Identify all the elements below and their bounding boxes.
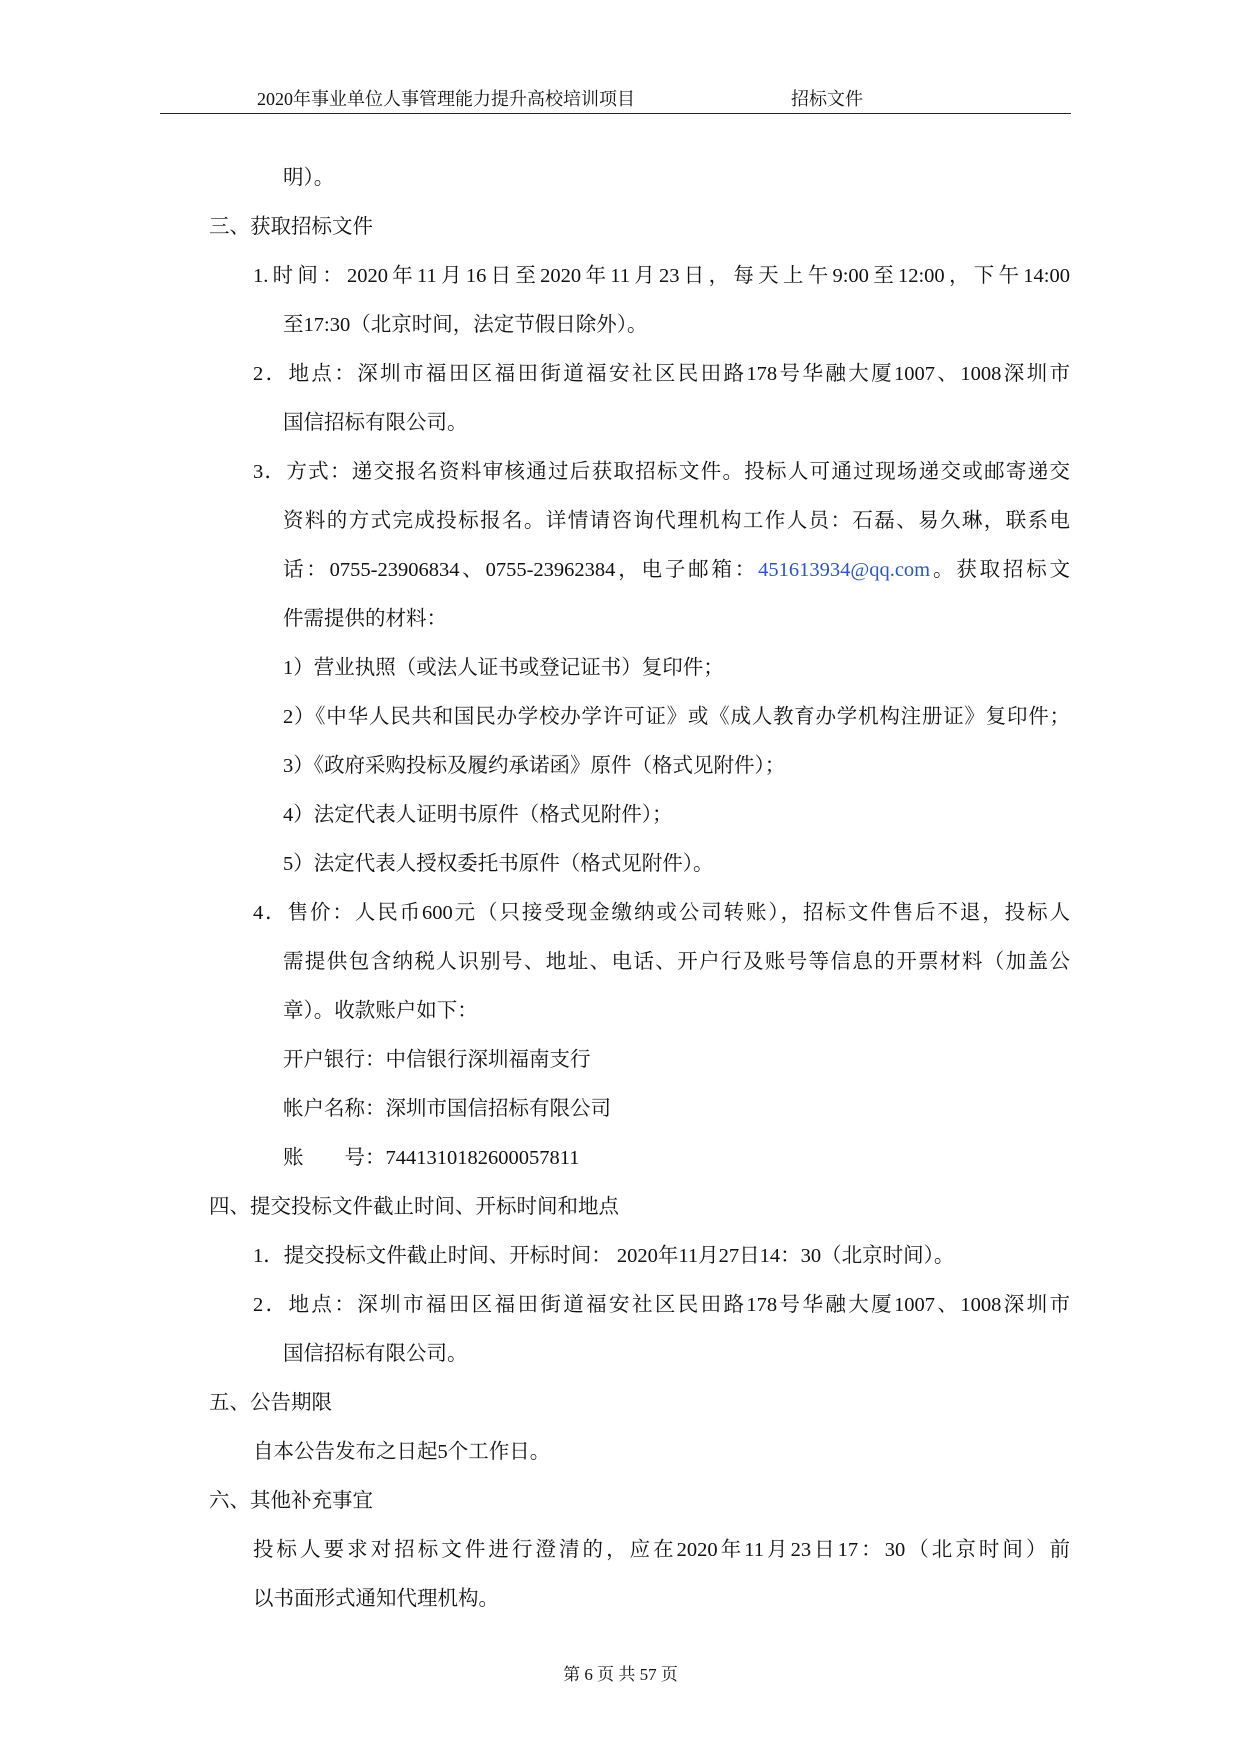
text-line: 2．地点：深圳市福田区福田街道福安社区民田路178号华融大厦1007、1008深圳市 (253, 363, 1070, 385)
text-line: 至17:30（北京时间，法定节假日除外）。 (283, 314, 648, 336)
header-doc-type: 招标文件 (791, 89, 863, 109)
account-name: 帐户名称：深圳市国信招标有限公司 (283, 1098, 611, 1120)
list-item: 1）营业执照（或法人证书或登记证书）复印件； (283, 657, 724, 679)
text-line: 资料的方式完成投标报名。详情请咨询代理机构工作人员：石磊、易久琳，联系电 (283, 510, 1070, 532)
section-heading: 三、获取招标文件 (209, 216, 373, 238)
text-line: 以书面形式通知代理机构。 (253, 1588, 499, 1610)
text-line: 明）。 (283, 167, 335, 189)
text-line (283, 546, 1070, 595)
text-line: 3．方式：递交报名资料审核通过后获取招标文件。投标人可通过现场递交或邮寄递交 (253, 461, 1070, 483)
list-item: 3）《政府采购投标及履约承诺函》原件（格式见附件）； (283, 755, 786, 777)
header-divider (160, 113, 1071, 114)
list-item: 4）法定代表人证明书原件（格式见附件）； (283, 804, 673, 826)
text-line: 需提供包含纳税人识别号、地址、电话、开户行及账号等信息的开票材料（加盖公 (283, 951, 1070, 973)
section-heading: 四、提交投标文件截止时间、开标时间和地点 (209, 1196, 619, 1218)
page-number: 第 6 页 共 57 页 (563, 1665, 678, 1684)
text-line: 4．售价：人民币600元（只接受现金缴纳或公司转账），招标文件售后不退，投标人 (253, 902, 1070, 924)
text-segment: 话：0755-23906834、0755-23962384，电子邮箱： (283, 559, 759, 581)
account-number: 账 号：7441310182600057811 (283, 1147, 580, 1169)
text-line: 自本公告发布之日起5个工作日。 (253, 1441, 551, 1463)
text-line: 国信招标有限公司。 (283, 1343, 468, 1365)
text-line: 国信招标有限公司。 (283, 412, 468, 434)
section-heading: 五、公告期限 (209, 1392, 332, 1414)
text-line: 件需提供的材料： (283, 608, 447, 630)
text-line: 投标人要求对招标文件进行澄清的，应在2020年11月23日17：30（北京时间）前 (253, 1539, 1070, 1561)
text-line: 2．地点：深圳市福田区福田街道福安社区民田路178号华融大厦1007、1008深圳市 (253, 1294, 1070, 1316)
email-link[interactable]: 451613934@qq.com (758, 559, 931, 581)
text-line: 1.时间：2020年11月16日至2020年11月23日，每天上午9:00至12:00，下午14:00 (253, 265, 1070, 287)
header-project-title: 2020年事业单位人事管理能力提升高校培训项目 (257, 89, 635, 109)
section-heading: 六、其他补充事宜 (209, 1490, 373, 1512)
list-item: 5）法定代表人授权委托书原件（格式见附件）。 (283, 853, 714, 875)
text-segment: 。获取招标文 (930, 559, 1071, 581)
bank-name: 开户银行：中信银行深圳福南支行 (283, 1049, 591, 1071)
list-item: 2）《中华人民共和国民办学校办学许可证》或《成人教育办学机构注册证》复印件； (283, 706, 1070, 728)
text-line: 章）。收款账户如下： (283, 1000, 478, 1022)
text-line: 1．提交投标文件截止时间、开标时间： 2020年11月27日14：30（北京时间）。 (253, 1245, 955, 1267)
